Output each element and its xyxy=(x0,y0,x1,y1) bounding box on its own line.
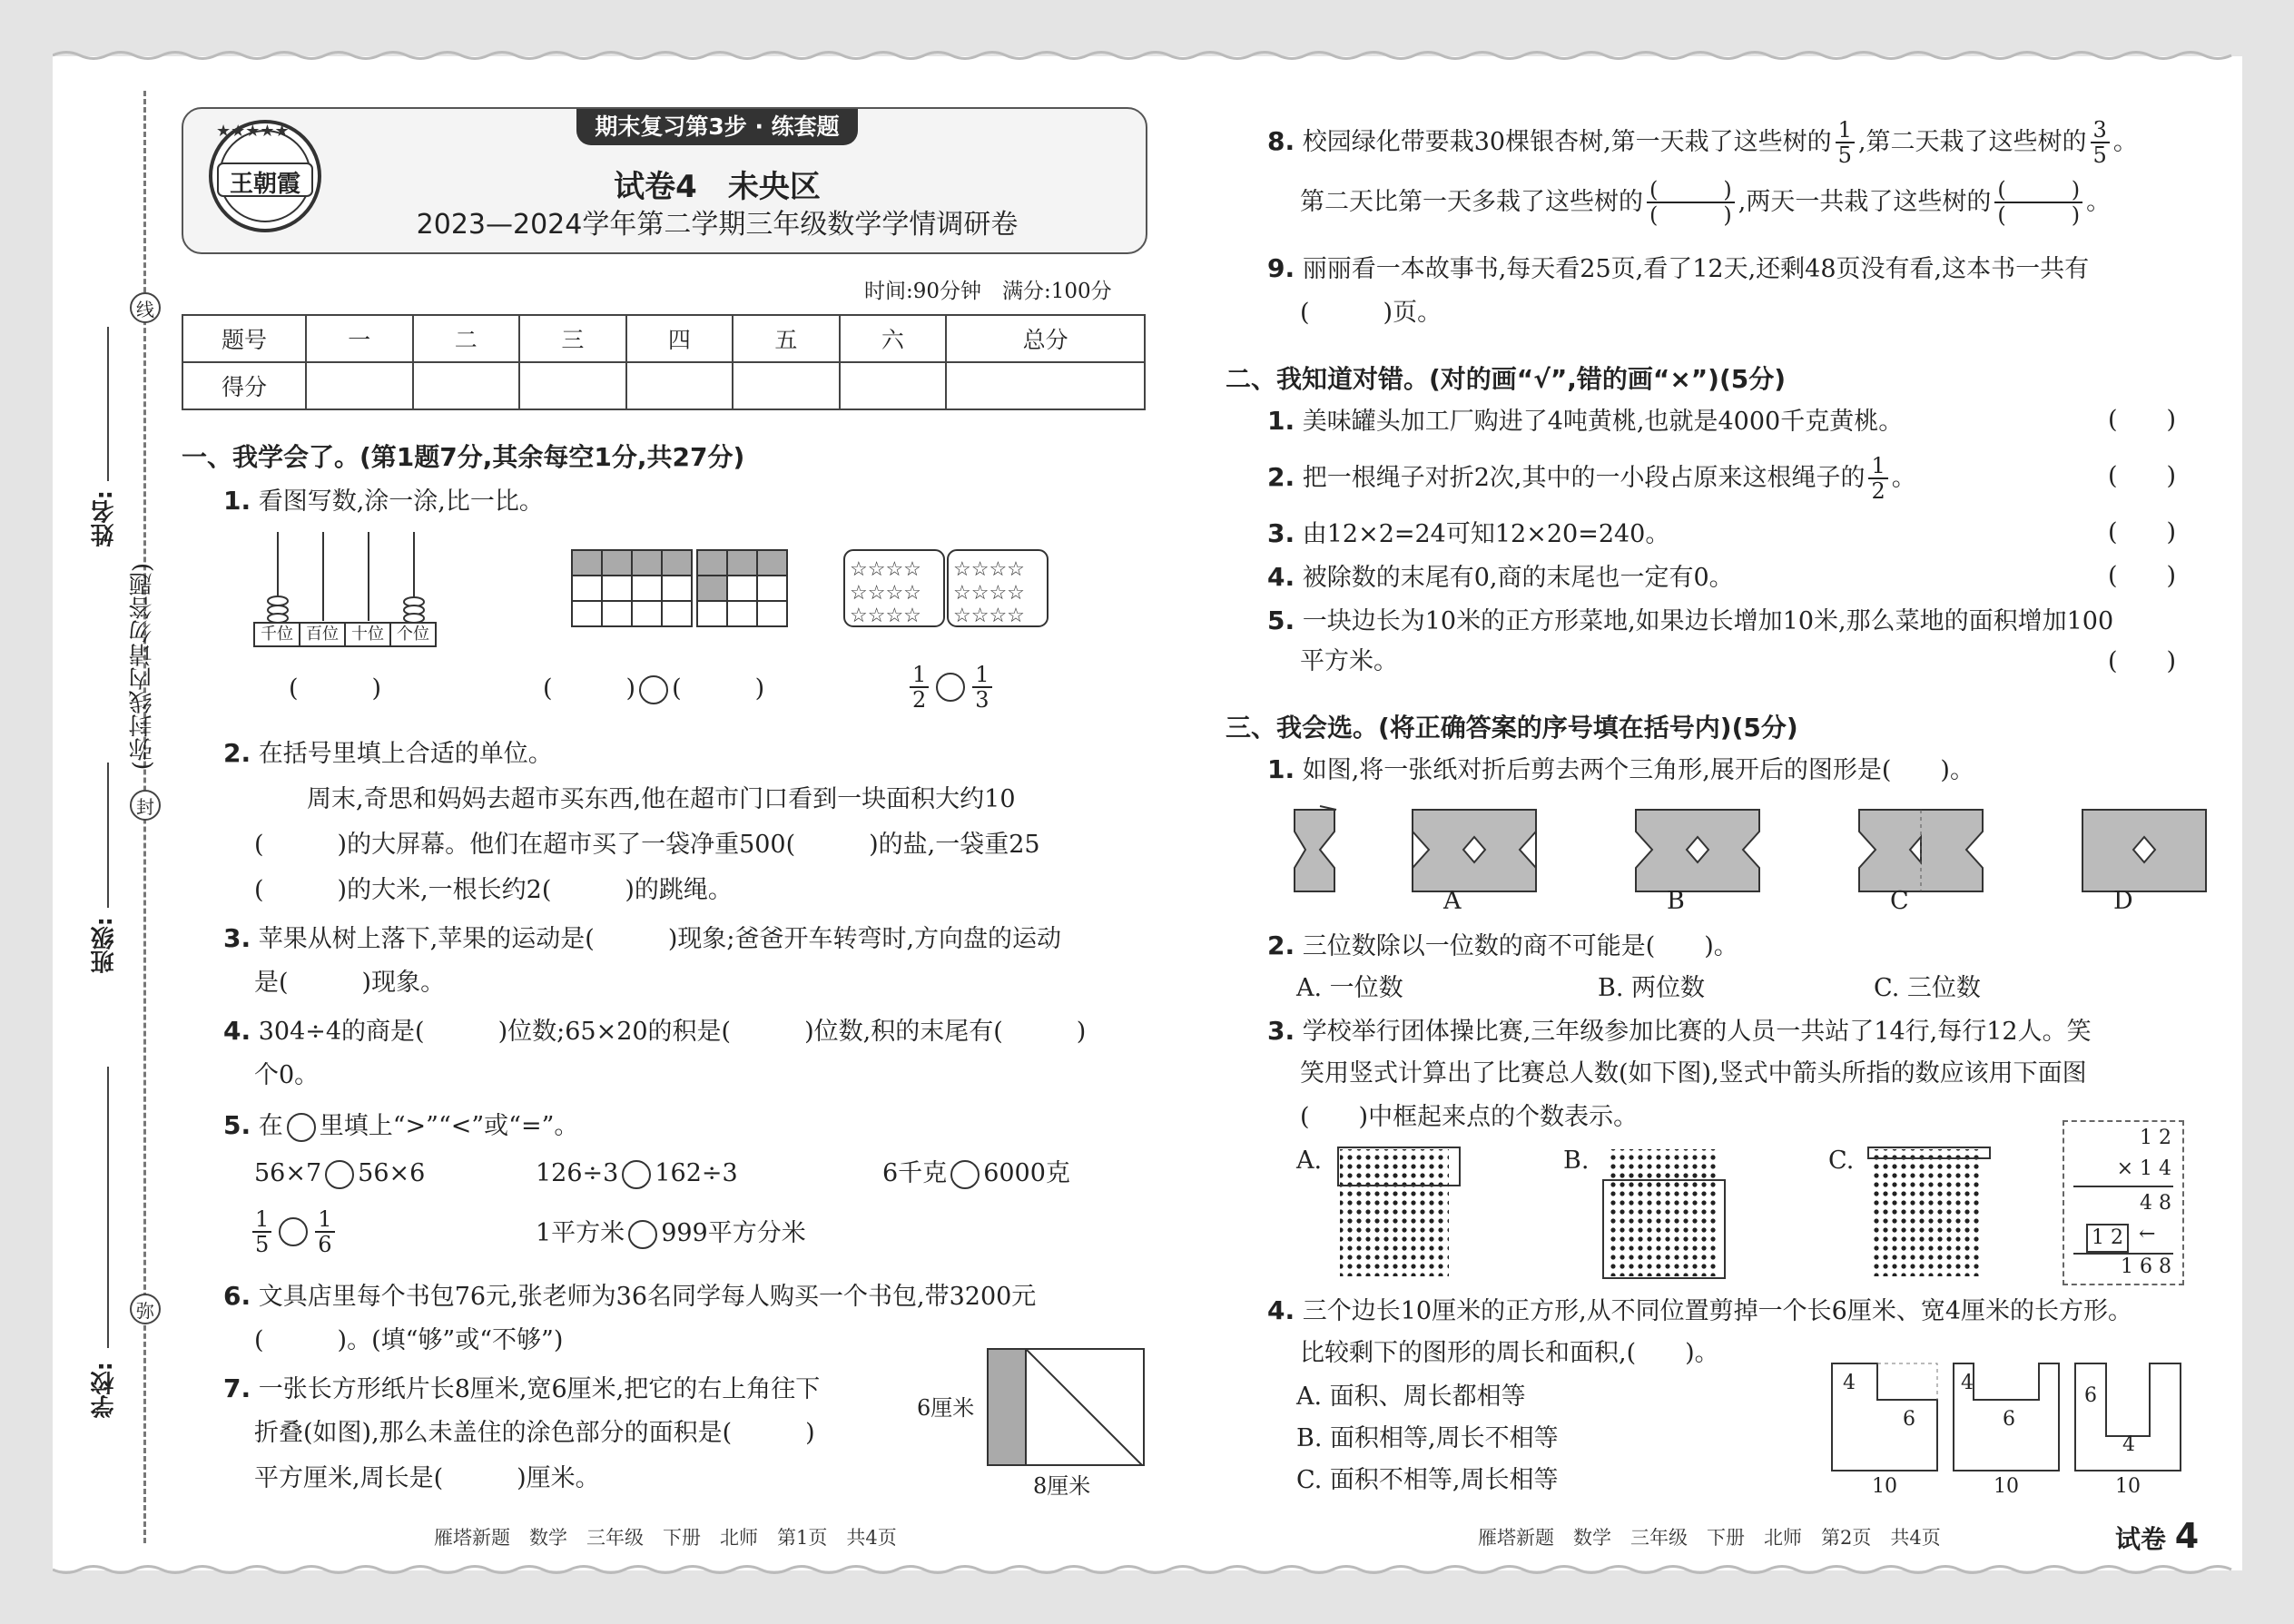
compare-item: 6千克 6000克 xyxy=(882,1159,1070,1187)
fig-dimension: 6 xyxy=(1903,1408,1915,1431)
svg-text:☆☆☆☆: ☆☆☆☆ xyxy=(850,605,921,627)
question-2-line-2: ( )的大屏幕。他们在超市买了一袋净重500( )的盐,一袋重25 xyxy=(254,831,1040,859)
compare-circle[interactable] xyxy=(628,1220,657,1249)
fig-dimension: 10 xyxy=(2115,1475,2141,1498)
question-1 xyxy=(223,485,544,517)
answer-blank-left[interactable]: ( ) xyxy=(543,674,636,703)
fig-dimension: 10 xyxy=(1994,1475,2019,1498)
true-false-item: 2. 把一根绳子对折2次,其中的一小段占原来这根绳子的 $\frac{1}{2}$ 。 xyxy=(1267,453,1916,505)
compare-circle[interactable] xyxy=(639,675,668,704)
binding-mark-line: 线 xyxy=(130,292,161,323)
footer-right: 雁塔新题 数学 三年级 下册 北师 第2页 共4页 xyxy=(1478,1527,1941,1549)
footer-left: 雁塔新题 数学 三年级 下册 北师 第1页 共4页 xyxy=(434,1527,897,1549)
fig-dimension: 6 xyxy=(2084,1384,2097,1407)
choice-option[interactable]: C. 面积不相等,周长相等 xyxy=(1296,1466,1559,1494)
answer-blank[interactable]: ( ) xyxy=(289,674,382,703)
fraction-blank[interactable]: $\frac{( )}{( )}$ xyxy=(1994,178,2082,228)
true-false-item: 1. 美味罐头加工厂购进了4吨黄桃,也就是4000千克黄桃。 xyxy=(1267,406,1904,436)
true-false-item: 4. 被除数的末尾有0,商的末尾也一定有0。 xyxy=(1267,562,1734,592)
question-number: 3. xyxy=(223,923,251,953)
compare-circle[interactable] xyxy=(622,1160,651,1189)
question-text: 在括号里填上合适的单位。 xyxy=(258,740,553,768)
tf-answer-paren[interactable]: ( ) xyxy=(2108,462,2177,490)
time-info: 时间:90分钟 满分:100分 xyxy=(864,280,1112,303)
tf-answer-paren[interactable]: ( ) xyxy=(2108,518,2177,546)
fig-dimension: 6 xyxy=(2003,1408,2015,1431)
score-table xyxy=(182,314,1146,410)
question-text: 一张长方形纸片长8厘米,宽6厘米,把它的右上角往下 xyxy=(258,1375,821,1403)
compare-circle[interactable] xyxy=(936,673,965,702)
score-cell[interactable] xyxy=(626,362,733,409)
calc-boxed-line: 1 2 xyxy=(2086,1224,2129,1253)
question-6-line-2: ( )。(填“够”或“不够”) xyxy=(254,1326,564,1354)
class-label: 班级: xyxy=(91,917,118,974)
score-row-label: 得分 xyxy=(182,362,306,409)
question-text: 文具店里每个书包76元,张老师为36名同学每人购买一个书包,带3200元 xyxy=(258,1283,1037,1311)
score-header-cell: 二 xyxy=(413,315,520,362)
name-field[interactable] xyxy=(107,327,109,481)
fraction-compare xyxy=(906,663,996,713)
compare-item: 126÷3 162÷3 xyxy=(536,1159,738,1187)
score-header-cell: 总分 xyxy=(946,315,1145,362)
fig-dimension: 4 xyxy=(1843,1372,1856,1394)
score-cell[interactable] xyxy=(306,362,413,409)
svg-text:☆☆☆☆: ☆☆☆☆ xyxy=(953,558,1025,581)
question-number: 8. xyxy=(1267,125,1295,156)
choice-option-label[interactable]: B xyxy=(1667,887,1685,915)
question-number: 4. xyxy=(223,1016,251,1046)
fraction: $\frac{1}{3}$ xyxy=(972,663,991,713)
tf-answer-paren[interactable]: ( ) xyxy=(2108,406,2177,434)
question-7-line-2: 折叠(如图),那么未盖住的涂色部分的面积是( ) xyxy=(254,1419,815,1447)
svg-text:☆☆☆☆: ☆☆☆☆ xyxy=(850,582,921,605)
school-label: 学校: xyxy=(91,1362,118,1419)
abacus-label: 千位 xyxy=(261,625,293,644)
score-header-cell: 四 xyxy=(626,315,733,362)
calc-line: 1 6 8 xyxy=(2121,1255,2171,1278)
wavy-border-top xyxy=(53,49,2242,62)
question-number: 5. xyxy=(223,1110,251,1140)
choice-option-label[interactable]: A xyxy=(1443,887,1462,915)
question-3 xyxy=(223,922,1061,955)
question-text: 里填上“>”“<”或“=”。 xyxy=(319,1112,579,1140)
section-2-title: 二、我知道对错。(对的画“√”,错的画“×”)(5分) xyxy=(1226,364,1787,394)
question-number: 2. xyxy=(223,738,251,768)
binding-warning: (弥封线内请勿答题) xyxy=(129,563,156,771)
paper-label: 试卷 4 xyxy=(2115,1516,2200,1556)
arrow-left-icon: ← xyxy=(2139,1223,2156,1245)
score-header-cell: 题号 xyxy=(182,315,306,362)
choice-option[interactable]: B. 面积相等,周长不相等 xyxy=(1296,1424,1559,1452)
score-cell[interactable] xyxy=(946,362,1145,409)
question-9-line-2: ( )页。 xyxy=(1300,299,1442,327)
svg-text:★★★★★: ★★★★★ xyxy=(216,122,290,141)
choice-option[interactable]: A. 面积、周长都相等 xyxy=(1296,1383,1526,1411)
grid-fraction-figure xyxy=(570,548,790,630)
question-6 xyxy=(223,1280,1036,1313)
choice-option-label[interactable]: A. xyxy=(1296,1147,1323,1175)
calc-line: 1 2 xyxy=(2140,1127,2171,1149)
score-cell[interactable] xyxy=(519,362,626,409)
compare-circle[interactable] xyxy=(950,1160,980,1189)
question-4 xyxy=(223,1015,1086,1048)
step-banner: 期末复习第3步 · 练套题 xyxy=(576,109,858,145)
answer-blank[interactable] xyxy=(543,674,764,704)
svg-text:☆☆☆☆: ☆☆☆☆ xyxy=(953,605,1025,627)
compare-circle[interactable] xyxy=(325,1160,354,1189)
question-text: 苹果从树上落下,苹果的运动是( )现象;爸爸开车转弯时,方向盘的运动 xyxy=(258,925,1062,953)
score-cell[interactable] xyxy=(840,362,947,409)
fraction: $\frac{1}{5}$ xyxy=(1836,118,1855,168)
choice-question-3-line-2: 笑用竖式计算出了比赛总人数(如下图),竖式中箭头所指的数应该用下面图 xyxy=(1300,1059,2087,1088)
score-header-cell: 一 xyxy=(306,315,413,362)
fig-dimension: 10 xyxy=(1872,1475,1897,1498)
question-number: 1. xyxy=(223,486,251,516)
compare-circle-icon xyxy=(287,1113,316,1142)
paper-cut-figures xyxy=(1293,804,2219,899)
fraction: $\frac{3}{5}$ xyxy=(2091,118,2110,168)
logo-text: 王朝霞 xyxy=(229,171,300,198)
abacus-labels xyxy=(254,621,436,645)
abacus-label: 百位 xyxy=(306,625,339,644)
score-cell[interactable] xyxy=(733,362,840,409)
score-header-cell: 五 xyxy=(733,315,840,362)
calc-line: × 1 4 xyxy=(2116,1157,2171,1180)
compare-circle[interactable] xyxy=(279,1217,308,1246)
stars-figure xyxy=(842,548,1051,628)
question-5 xyxy=(223,1109,578,1142)
wavy-border-bottom xyxy=(53,1563,2242,1576)
fraction: $\frac{1}{2}$ xyxy=(910,663,929,713)
question-text: 看图写数,涂一涂,比一比。 xyxy=(258,487,544,516)
question-2-line-3: ( )的大米,一根长约2( )的跳绳。 xyxy=(254,876,733,904)
answer-blank-right[interactable]: ( ) xyxy=(672,674,765,703)
question-2-line-1: 周末,奇思和妈妈去超市买东西,他在超市门口看到一块面积大约10 xyxy=(307,785,1016,813)
fraction: $\frac{1}{5}$ xyxy=(252,1207,271,1257)
fraction-blank[interactable]: $\frac{( )}{( )}$ xyxy=(1647,178,1735,228)
question-text: 丽丽看一本故事书,每天看25页,看了12天,还剩48页没有看,这本书一共有 xyxy=(1302,255,2090,283)
abacus-label: 个位 xyxy=(397,625,429,644)
svg-text:☆☆☆☆: ☆☆☆☆ xyxy=(850,558,921,581)
score-header-cell: 三 xyxy=(519,315,626,362)
question-text: 在 xyxy=(258,1112,283,1140)
choice-option[interactable]: A. 一位数 xyxy=(1296,974,1403,1002)
section-1-title: 一、我学会了。(第1题7分,其余每空1分,共27分) xyxy=(182,442,745,472)
question-8-line-2: 第二天比第一天多栽了这些树的 $\frac{( )}{( )}$ ,两天一共栽了这些树的 $\frac{( )}{( )}$ 。 xyxy=(1300,177,2112,229)
choice-option-label[interactable]: C xyxy=(1890,887,1909,915)
score-cell[interactable] xyxy=(413,362,520,409)
name-label: 姓名: xyxy=(91,490,118,547)
question-2 xyxy=(223,737,553,770)
width-label: 6厘米 xyxy=(917,1395,975,1421)
question-7 xyxy=(223,1373,820,1405)
fig-dimension: 4 xyxy=(1961,1372,1974,1394)
tf-answer-paren[interactable]: ( ) xyxy=(2108,647,2177,675)
vertical-calculation xyxy=(2063,1120,2184,1285)
compare-item: 1平方米 999平方分米 xyxy=(536,1219,806,1247)
folded-rectangle-figure xyxy=(986,1347,1146,1467)
fig-dimension: 4 xyxy=(2122,1433,2135,1456)
choice-question-3: 3. 学校举行团体操比赛,三年级参加比赛的人员一共站了14行,每行12人。笑 xyxy=(1267,1016,2092,1046)
class-field[interactable] xyxy=(107,763,109,908)
question-9 xyxy=(1267,252,2089,285)
question-number: 6. xyxy=(223,1281,251,1311)
fraction: $\frac{1}{6}$ xyxy=(315,1207,334,1257)
choice-option-label[interactable]: C. xyxy=(1828,1147,1855,1175)
choice-option[interactable]: C. 三位数 xyxy=(1874,974,1981,1002)
question-3-line-2: 是( )现象。 xyxy=(254,969,446,997)
logo xyxy=(202,116,329,234)
choice-question-1: 1. 如图,将一张纸对折后剪去两个三角形,展开后的图形是( )。 xyxy=(1267,754,1974,784)
fraction: $\frac{1}{2}$ xyxy=(1868,454,1887,504)
calc-line: 4 8 xyxy=(2140,1192,2171,1215)
true-false-item-line-2: 平方米。 xyxy=(1300,647,1398,675)
score-header-cell: 六 xyxy=(840,315,947,362)
question-4-line-2: 个0。 xyxy=(254,1061,320,1089)
svg-text:☆☆☆☆: ☆☆☆☆ xyxy=(953,582,1025,605)
question-number: 9. xyxy=(1267,253,1295,283)
compare-item xyxy=(249,1207,339,1257)
question-7-line-3: 平方厘米,周长是( )厘米。 xyxy=(254,1464,600,1492)
true-false-item: 3. 由12×2=24可知12×20=240。 xyxy=(1267,518,1670,548)
paper-title: 试卷4 未央区 xyxy=(614,169,821,205)
section-3-title: 三、我会选。(将正确答案的序号填在括号内)(5分) xyxy=(1226,713,1798,743)
binding-mark-closed: 弥 xyxy=(130,1294,161,1324)
choice-option-label[interactable]: D xyxy=(2113,887,2133,915)
question-8: 8. 校园绿化带要栽30棵银杏树,第一天栽了这些树的 $\frac{1}{5}$ ,第二天栽了这些树的 $\frac{3}{5}$ 。 xyxy=(1267,117,2138,169)
true-false-item: 5. 一块边长为10米的正方形菜地,如果边长增加10米,那么菜地的面积增加100 xyxy=(1267,605,2114,635)
choice-question-3-line-3: ( )中框起来点的个数表示。 xyxy=(1300,1103,1639,1131)
paper-subtitle: 2023—2024学年第二学期三年级数学学情调研卷 xyxy=(416,209,1019,241)
choice-question-4-line-2: 比较剩下的图形的周长和面积,( )。 xyxy=(1300,1339,1719,1367)
binding-mark-seal: 封 xyxy=(130,790,161,821)
choice-option[interactable]: B. 两位数 xyxy=(1598,974,1706,1002)
calc-rule xyxy=(2073,1186,2173,1187)
choice-question-4: 4. 三个边长10厘米的正方形,从不同位置剪掉一个长6厘米、宽4厘米的长方形。 xyxy=(1267,1295,2133,1325)
compare-item: 56×7 56×6 xyxy=(254,1159,426,1187)
abacus-label: 十位 xyxy=(351,625,384,644)
question-text: 304÷4的商是( )位数;65×20的积是( )位数,积的末尾有( ) xyxy=(258,1018,1087,1046)
question-number: 7. xyxy=(223,1373,251,1403)
tf-answer-paren[interactable]: ( ) xyxy=(2108,562,2177,590)
length-label: 8厘米 xyxy=(1033,1473,1091,1499)
choice-question-2: 2. 三位数除以一位数的商不可能是( )。 xyxy=(1267,930,1738,960)
school-field[interactable] xyxy=(107,1067,109,1348)
choice-option-label[interactable]: B. xyxy=(1563,1147,1590,1175)
